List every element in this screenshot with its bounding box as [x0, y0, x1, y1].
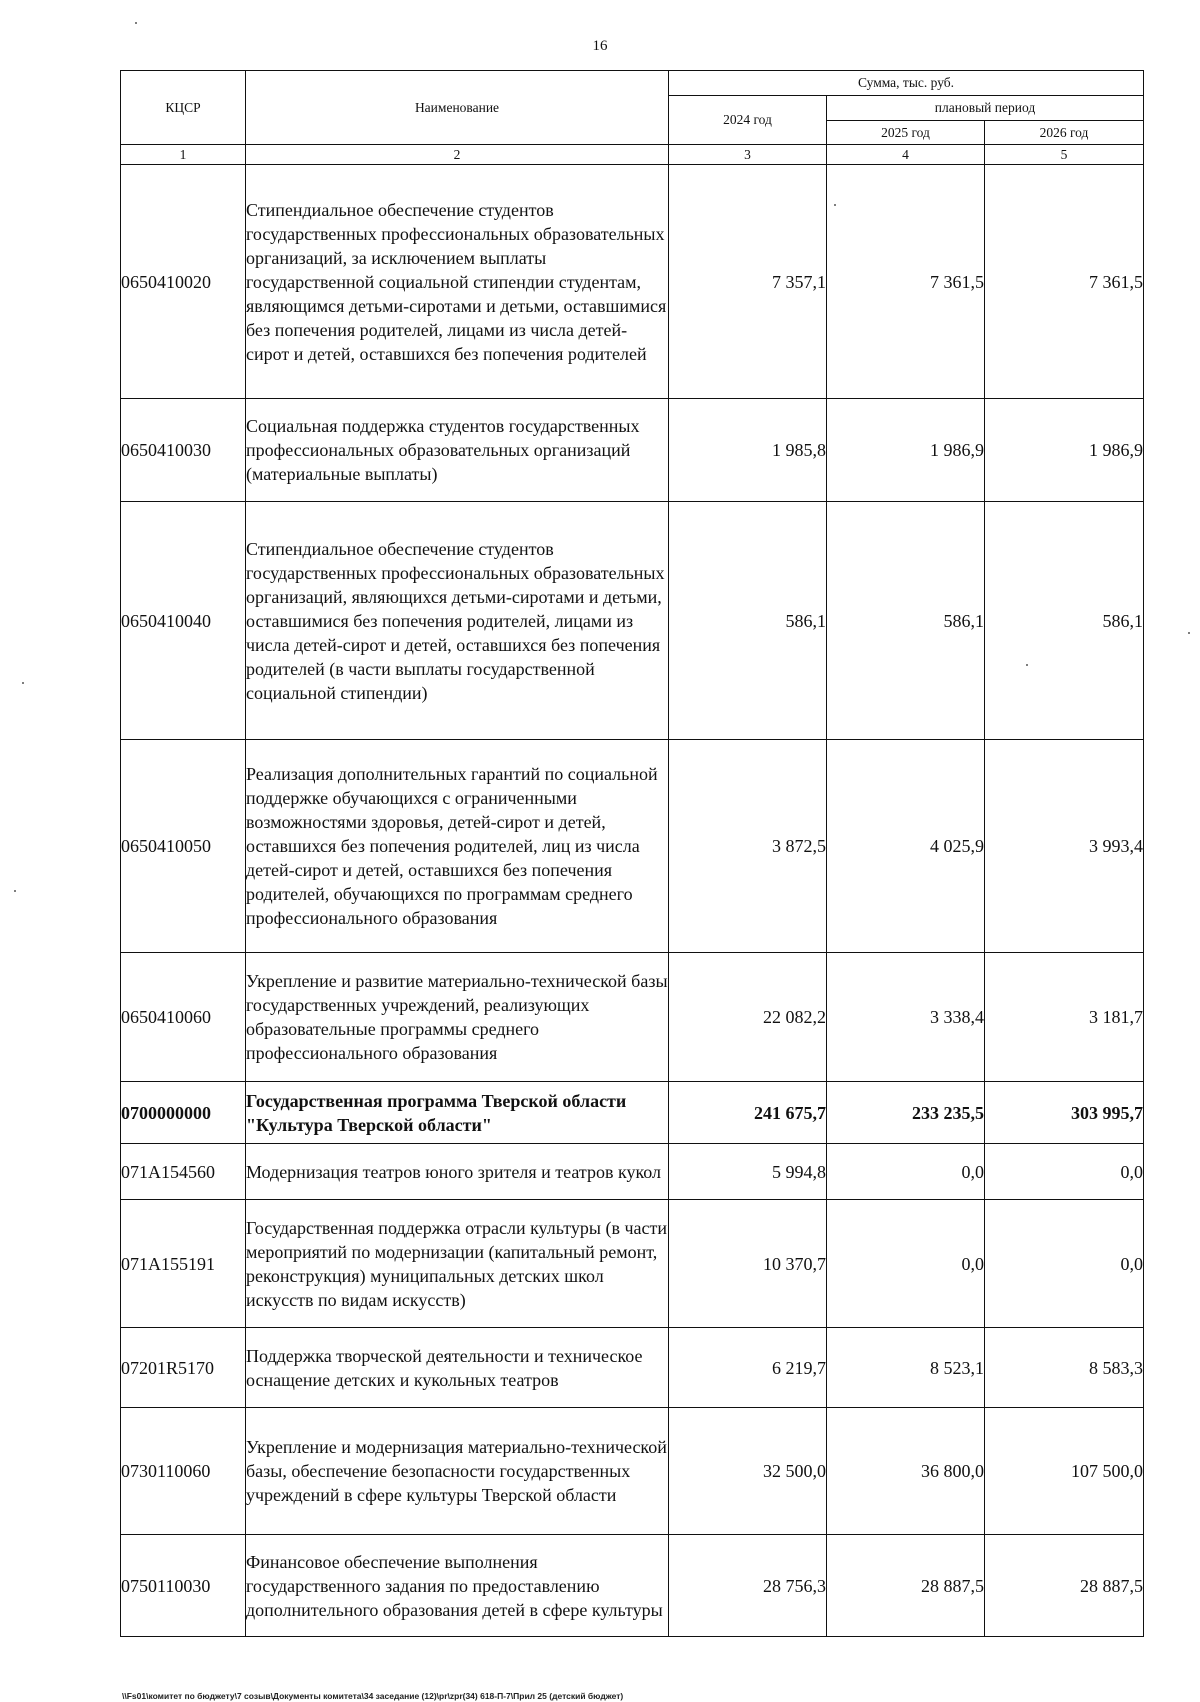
row-value-2024: 32 500,0 — [669, 1408, 827, 1535]
row-value-2026: 3 993,4 — [985, 740, 1144, 953]
table-row — [121, 1144, 1144, 1200]
row-value-2025: 28 887,5 — [827, 1535, 985, 1637]
row-name: Модернизация театров юного зрителя и театров кукол — [246, 1144, 669, 1200]
row-code: 0750110030 — [121, 1535, 246, 1637]
column-number: 4 — [827, 145, 985, 165]
table-row — [121, 1200, 1144, 1328]
table-row — [121, 1408, 1144, 1535]
row-value-2026: 586,1 — [985, 502, 1144, 740]
row-value-2024: 3 872,5 — [669, 740, 827, 953]
header-year-2026: 2026 год — [985, 121, 1144, 145]
header-code: КЦСР — [121, 71, 246, 145]
column-number: 5 — [985, 145, 1144, 165]
scan-speck — [135, 22, 137, 24]
row-code: 0650410060 — [121, 953, 246, 1082]
row-code: 0650410020 — [121, 165, 246, 399]
row-value-2024: 1 985,8 — [669, 399, 827, 502]
table-row — [121, 740, 1144, 953]
row-value-2025: 0,0 — [827, 1144, 985, 1200]
row-value-2026: 107 500,0 — [985, 1408, 1144, 1535]
row-value-2025: 0,0 — [827, 1200, 985, 1328]
row-value-2025: 233 235,5 — [827, 1082, 985, 1144]
row-value-2024: 5 994,8 — [669, 1144, 827, 1200]
row-code: 0650410050 — [121, 740, 246, 953]
row-code: 07201R5170 — [121, 1328, 246, 1408]
footer-file-path: \\Fs01\комитет по бюджету\7 созыв\Документы комитета\34 заседание (12)\pr\zpr(34) 618-П-7\Прил 25 (детский бюджет) — [122, 1691, 624, 1701]
header-name: Наименование — [246, 71, 669, 145]
row-value-2026: 8 583,3 — [985, 1328, 1144, 1408]
row-code: 0650410040 — [121, 502, 246, 740]
table-row — [121, 502, 1144, 740]
row-value-2024: 586,1 — [669, 502, 827, 740]
row-value-2026: 3 181,7 — [985, 953, 1144, 1082]
row-name: Финансовое обеспечение выполнения государственного задания по предоставлению дополнительного образования детей в сфере культуры — [246, 1535, 669, 1637]
row-name: Укрепление и развитие материально-технической базы государственных учреждений, реализующих образовательные программы среднего профессионального образования — [246, 953, 669, 1082]
row-value-2025: 7 361,5 — [827, 165, 985, 399]
header-sum: Сумма, тыс. руб. — [669, 71, 1144, 96]
row-name: Государственная поддержка отрасли культуры (в части мероприятий по модернизации (капитальный ремонт, реконструкция) муниципальных детских школ искусств по видам искусств) — [246, 1200, 669, 1328]
row-value-2025: 3 338,4 — [827, 953, 985, 1082]
row-value-2025: 586,1 — [827, 502, 985, 740]
column-number: 3 — [669, 145, 827, 165]
row-value-2025: 4 025,9 — [827, 740, 985, 953]
row-name: Реализация дополнительных гарантий по социальной поддержке обучающихся с ограниченными возможностями здоровья, детей-сирот и детей, оставшихся без попечения родителей, лиц из числа детей-сирот и детей, оставшихся без попечения родителей, обучающихся по программам среднего профессионального образования — [246, 740, 669, 953]
table-row — [121, 399, 1144, 502]
row-name: Поддержка творческой деятельности и техническое оснащение детских и кукольных театров — [246, 1328, 669, 1408]
row-value-2026: 7 361,5 — [985, 165, 1144, 399]
row-value-2024: 22 082,2 — [669, 953, 827, 1082]
header-year-2024: 2024 год — [669, 96, 827, 145]
column-number: 1 — [121, 145, 246, 165]
row-name: Государственная программа Тверской области "Культура Тверской области" — [246, 1082, 669, 1144]
row-value-2026: 303 995,7 — [985, 1082, 1144, 1144]
row-value-2024: 7 357,1 — [669, 165, 827, 399]
table-row — [121, 165, 1144, 399]
row-name: Социальная поддержка студентов государственных профессиональных образовательных организаций (материальные выплаты) — [246, 399, 669, 502]
row-value-2025: 36 800,0 — [827, 1408, 985, 1535]
page-number: 16 — [592, 38, 608, 54]
scan-speck — [834, 204, 836, 206]
row-code: 0650410030 — [121, 399, 246, 502]
row-value-2026: 28 887,5 — [985, 1535, 1144, 1637]
table-row — [121, 953, 1144, 1082]
row-value-2026: 0,0 — [985, 1144, 1144, 1200]
scan-speck — [1188, 632, 1190, 634]
row-value-2026: 1 986,9 — [985, 399, 1144, 502]
scan-speck — [14, 890, 16, 892]
row-value-2024: 28 756,3 — [669, 1535, 827, 1637]
row-name: Стипендиальное обеспечение студентов государственных профессиональных образовательных организаций, за исключением выплаты государственной социальной стипендии студентам, являющимся детьми-сиротами и детьми, оставшимися без попечения родителей, лицами из числа детей-сирот и детей, оставшихся без попечения родителей — [246, 165, 669, 399]
column-number: 2 — [246, 145, 669, 165]
scan-speck — [22, 682, 24, 684]
row-name: Укрепление и модернизация материально-технической базы, обеспечение безопасности государственных учреждений в сфере культуры Тверской области — [246, 1408, 669, 1535]
row-value-2025: 1 986,9 — [827, 399, 985, 502]
table-row-program-total — [121, 1082, 1144, 1144]
row-name: Стипендиальное обеспечение студентов государственных профессиональных образовательных организаций, являющихся детьми-сиротами и детьми, оставшимися без попечения родителей, лицами из числа детей-сирот и детей, оставшихся без попечения родителей (в части выплаты государственной социальной стипендии) — [246, 502, 669, 740]
row-value-2024: 241 675,7 — [669, 1082, 827, 1144]
scan-speck — [1026, 664, 1028, 666]
row-code: 0730110060 — [121, 1408, 246, 1535]
row-code: 071A155191 — [121, 1200, 246, 1328]
row-code: 071A154560 — [121, 1144, 246, 1200]
row-value-2026: 0,0 — [985, 1200, 1144, 1328]
budget-table — [120, 70, 1144, 1637]
header-year-2025: 2025 год — [827, 121, 985, 145]
row-value-2025: 8 523,1 — [827, 1328, 985, 1408]
row-code: 0700000000 — [121, 1082, 246, 1144]
row-value-2024: 10 370,7 — [669, 1200, 827, 1328]
table-row — [121, 1328, 1144, 1408]
header-planned-period: плановый период — [827, 96, 1144, 121]
row-value-2024: 6 219,7 — [669, 1328, 827, 1408]
table-row — [121, 1535, 1144, 1637]
column-number-row — [121, 145, 1144, 165]
